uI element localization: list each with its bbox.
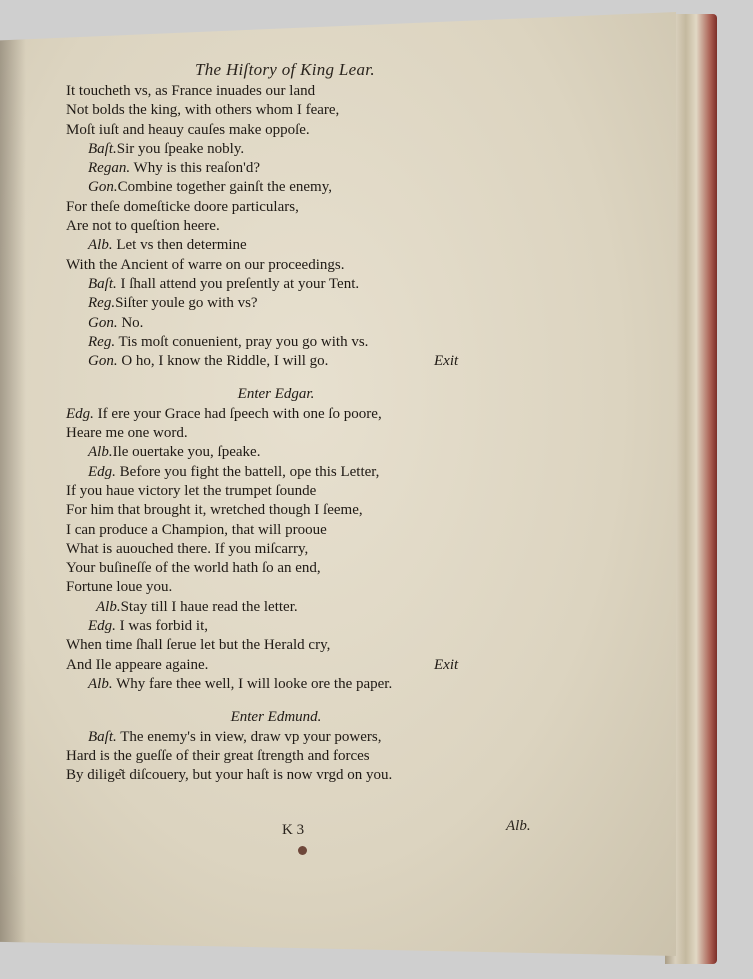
- stage-direction: [66, 708, 486, 727]
- speaker-name: Edg.: [88, 618, 116, 635]
- line-text: Why is this reaſon'd?: [130, 160, 260, 177]
- speaker-name: Gon.: [88, 353, 118, 370]
- speaker-name: Baſt.: [88, 728, 117, 745]
- stanza-gap: [66, 371, 586, 385]
- line-text: No.: [117, 314, 144, 331]
- running-head: The Hiſtory of King Lear.: [195, 60, 375, 79]
- line-text: What is auouched there. If you miſcarry,: [66, 540, 309, 557]
- line-text: Sir you ſpeake nobly.: [116, 140, 245, 157]
- exit-direction: Exit: [434, 656, 459, 673]
- line-text: Moſt iuſt and heauy cauſes make oppoſe.: [66, 121, 310, 138]
- speaker-name: Gon.: [88, 179, 118, 196]
- speaker-name: Reg.: [88, 333, 116, 350]
- line-text: When time ſhall ſerue let but the Herald cry,: [66, 637, 331, 654]
- speaker-name: Regan.: [88, 160, 131, 177]
- speaker-name: Baſt.: [88, 140, 117, 157]
- line-text: Are not to queſtion heere.: [66, 218, 220, 235]
- verse-line: [66, 540, 586, 559]
- line-text: O ho, I know the Riddle, I will go.: [117, 353, 329, 370]
- ink-spot: [298, 846, 307, 855]
- speech-line: [66, 463, 586, 482]
- line-text: Your buſineſſe of the world hath ſo an end,: [66, 560, 321, 577]
- verse-line: [66, 747, 586, 766]
- speaker-name: Baſt.: [88, 275, 117, 292]
- line-text: Tis moſt conuenient, pray you go with vs.: [115, 333, 369, 350]
- line-text: With the Ancient of warre on our proceedings.: [66, 256, 345, 273]
- stage-direction-text: Enter Edmund.: [230, 709, 322, 726]
- speaker-name: Alb.: [96, 598, 121, 615]
- line-text: For him that brought it, wretched though I ſeeme,: [66, 502, 363, 519]
- speech-line: [66, 159, 586, 178]
- speech-line: [66, 236, 586, 255]
- speech-line: [66, 333, 586, 352]
- verse-line: [66, 656, 586, 675]
- line-text: Why fare thee well, I will looke ore the paper.: [112, 675, 393, 692]
- line-text: The enemy's in view, draw vp your powers,: [116, 728, 382, 745]
- line-text: Stay till I haue read the letter.: [120, 598, 298, 615]
- speech-line: [66, 675, 586, 694]
- speech-line: [66, 352, 586, 371]
- speaker-name: Reg.: [88, 295, 116, 312]
- speaker-name: Edg.: [88, 463, 116, 480]
- speech-line: [66, 178, 586, 197]
- line-text: Before you fight the battell, ope this Letter,: [115, 463, 380, 480]
- line-text: I can produce a Champion, that will prooue: [66, 521, 327, 538]
- line-text: I ſhall attend you preſently at your Tent.: [116, 275, 360, 292]
- speaker-name: Alb.: [88, 444, 113, 461]
- verse-line: [66, 198, 586, 217]
- speech-line: [66, 294, 586, 313]
- line-text: Ile ouertake you, ſpeake.: [112, 444, 261, 461]
- speaker-name: Alb.: [88, 675, 113, 692]
- speech-line: [66, 443, 586, 462]
- speaker-name: Alb.: [88, 237, 113, 254]
- verse-line: [66, 766, 586, 785]
- play-text: [66, 82, 586, 785]
- catchword: Alb.: [506, 818, 531, 834]
- exit-direction: Exit: [434, 353, 459, 370]
- stage-direction: [66, 385, 486, 404]
- verse-line: [66, 482, 586, 501]
- speech-line: [66, 617, 586, 636]
- line-text: By dilige͂t diſcouery, but your haſt is now vrgd on you.: [66, 767, 393, 784]
- line-text: For theſe domeſticke doore particulars,: [66, 198, 299, 215]
- line-text: Fortune loue you.: [66, 579, 173, 596]
- spine-shadow: [0, 12, 26, 956]
- verse-line: [66, 256, 586, 275]
- verse-line: [66, 521, 586, 540]
- line-text: Heare me one word.: [66, 425, 188, 442]
- speech-line: [66, 314, 586, 333]
- line-text: I was forbid it,: [115, 618, 208, 635]
- speaker-name: Edg.: [66, 405, 94, 422]
- line-text: Combine together gainſt the enemy,: [117, 179, 332, 196]
- speech-line: [66, 140, 586, 159]
- stage-direction-text: Enter Edgar.: [237, 386, 315, 403]
- line-text: If ere your Grace had ſpeech with one ſo poore,: [93, 405, 382, 422]
- line-text: Not bolds the king, with others whom I feare,: [66, 102, 340, 119]
- line-text: Siſter youle go with vs?: [115, 295, 258, 312]
- verse-line: [66, 82, 586, 101]
- verse-line: [66, 217, 586, 236]
- speech-line: [66, 275, 586, 294]
- signature-mark: K 3: [282, 822, 305, 838]
- verse-line: [66, 636, 586, 655]
- verse-line: [66, 578, 586, 597]
- line-text: Hard is the gueſſe of their great ſtrength and forces: [66, 747, 370, 764]
- verse-line: [66, 559, 586, 578]
- line-text: If you haue victory let the trumpet ſounde: [66, 482, 317, 499]
- stanza-gap: [66, 694, 586, 708]
- verse-line: [66, 121, 586, 140]
- verse-line: [66, 101, 586, 120]
- verse-line: [66, 424, 586, 443]
- line-text: It toucheth vs, as France inuades our land: [66, 83, 316, 99]
- speech-line: [66, 405, 586, 424]
- verse-line: [66, 501, 586, 520]
- speech-line: [66, 728, 586, 747]
- speaker-name: Gon.: [88, 314, 118, 331]
- line-text: Let vs then determine: [112, 237, 247, 254]
- line-text: And Ile appeare againe.: [66, 656, 209, 673]
- speech-line: [66, 598, 586, 617]
